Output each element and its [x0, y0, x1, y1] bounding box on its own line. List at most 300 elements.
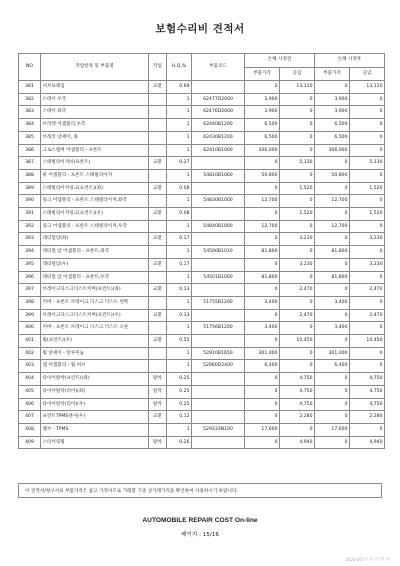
row-code	[192, 309, 245, 322]
row-qty: 0.13	[167, 309, 192, 322]
estimate-rows	[19, 81, 385, 449]
row-after-parts: 0	[315, 373, 350, 386]
row-qty: 0.27	[167, 157, 192, 170]
row-item: 휠(프런트)(우)	[41, 335, 149, 348]
table-row	[19, 131, 385, 144]
row-work	[149, 119, 167, 132]
row-work: 교환	[149, 258, 167, 271]
table-row	[19, 119, 385, 132]
table-row	[19, 81, 385, 94]
row-after-parts: 50,800	[315, 169, 350, 182]
row-item: 브래킷 앗세이, 좌	[41, 131, 149, 144]
row-before-labor: 2,470	[280, 309, 315, 322]
row-code: 54500B1010	[192, 246, 245, 259]
row-before-labor: 0	[280, 119, 315, 132]
row-qty: 1	[167, 296, 192, 309]
header-before-group: 손해 사정전	[245, 54, 315, 68]
row-item: 커버 - 프론트 브레이크 디스크 더스트 오른	[41, 322, 149, 335]
row-before-parts: 0	[245, 436, 280, 449]
row-before-parts: 301,000	[245, 347, 280, 360]
row-work: 교환	[149, 182, 167, 195]
row-no: 404	[19, 373, 41, 386]
row-before-parts: 81,800	[245, 271, 280, 284]
row-before-parts: 12,700	[245, 195, 280, 208]
row-after-parts: 0	[315, 233, 350, 246]
row-item: 스테이 우측	[41, 93, 149, 106]
table-row	[19, 169, 385, 182]
row-no: 390	[19, 195, 41, 208]
row-item: 스태빌라이저링크(프런트)(좌)	[41, 182, 149, 195]
row-code: 54840B1000	[192, 220, 245, 233]
row-before-labor: 0	[280, 296, 315, 309]
row-item: 타이어탈착(프런트)(좌)	[41, 373, 149, 386]
row-before-labor: 10,450	[280, 335, 315, 348]
row-qty: 1	[167, 246, 192, 259]
row-item: 스태빌라이저링크(프런트)(우)	[41, 208, 149, 221]
table-row	[19, 233, 385, 246]
page-number: 페이지 : 15/16	[181, 532, 219, 538]
row-work	[149, 93, 167, 106]
row-code: 54501B1000	[192, 271, 245, 284]
row-work: 탈착	[149, 385, 167, 398]
table-row	[19, 271, 385, 284]
row-after-parts: 3,400	[315, 322, 350, 335]
header-work: 작업	[149, 54, 167, 81]
row-after-parts: 81,800	[315, 246, 350, 259]
row-no: 384	[19, 119, 41, 132]
row-qty: 1	[167, 131, 192, 144]
row-before-labor: 13,110	[280, 81, 315, 94]
row-qty: 1	[167, 423, 192, 436]
row-work: 교환	[149, 208, 167, 221]
row-before-parts: 0	[245, 81, 280, 94]
row-no: 406	[19, 398, 41, 411]
row-no: 389	[19, 182, 41, 195]
table-row	[19, 398, 385, 411]
row-before-labor: 3,230	[280, 258, 315, 271]
row-qty: 1	[167, 271, 192, 284]
row-after-labor: 0	[350, 271, 385, 284]
row-after-parts: 3,400	[315, 296, 350, 309]
row-no: 409	[19, 436, 41, 449]
row-after-labor: 0	[350, 360, 385, 373]
row-after-parts: 306,000	[315, 144, 350, 157]
row-before-labor: 0	[280, 195, 315, 208]
row-before-parts: 0	[245, 398, 280, 411]
row-before-labor: 0	[280, 169, 315, 182]
row-work: 교환	[149, 157, 167, 170]
row-no: 383	[19, 106, 41, 119]
row-code: 62410B1000	[192, 144, 245, 157]
row-before-parts: 0	[245, 182, 280, 195]
row-code	[192, 208, 245, 221]
row-item: 휠 앗세이 - 알루미늄	[41, 347, 149, 360]
row-qty: 0.17	[167, 258, 192, 271]
row-before-labor: 0	[280, 347, 315, 360]
row-before-parts: 12,700	[245, 220, 280, 233]
table-row	[19, 144, 385, 157]
row-item: 래터럴 암 어셈블리 - 프론트,좌측	[41, 246, 149, 259]
row-item: 밸브 - TPMS	[41, 423, 149, 436]
row-no: 391	[19, 208, 41, 221]
row-before-labor: 0	[280, 93, 315, 106]
row-before-parts: 0	[245, 309, 280, 322]
row-after-parts: 0	[315, 335, 350, 348]
row-qty: 1	[167, 144, 192, 157]
row-before-parts: 0	[245, 411, 280, 424]
row-item: 래터럴암(좌)	[41, 233, 149, 246]
row-code: 51756B1200	[192, 322, 245, 335]
row-no: 393	[19, 233, 41, 246]
row-before-labor: 4,750	[280, 385, 315, 398]
row-after-labor: 0	[350, 195, 385, 208]
table-row	[19, 385, 385, 398]
row-after-parts: 0	[315, 81, 350, 94]
row-before-labor: 0	[280, 106, 315, 119]
row-item: 브레이크디스크더스트커버(프런트)(좌)	[41, 284, 149, 297]
row-work	[149, 195, 167, 208]
row-code	[192, 385, 245, 398]
row-before-labor: 0	[280, 131, 315, 144]
row-after-parts: 0	[315, 398, 350, 411]
row-before-parts: 3,400	[245, 296, 280, 309]
table-row	[19, 411, 385, 424]
row-no: 385	[19, 131, 41, 144]
print-timestamp: 2024-00-?? ?? ??:??:??	[345, 557, 390, 562]
row-item: 서브프레임	[41, 81, 149, 94]
row-after-labor: 4,750	[350, 385, 385, 398]
row-after-parts: 81,800	[315, 271, 350, 284]
table-row	[19, 284, 385, 297]
row-after-labor: 0	[350, 220, 385, 233]
row-before-labor: 1,520	[280, 182, 315, 195]
row-qty: 1	[167, 220, 192, 233]
row-qty: 0.13	[167, 284, 192, 297]
row-no: 396	[19, 271, 41, 284]
header-no: NO	[19, 54, 41, 81]
row-before-parts: 0	[245, 157, 280, 170]
row-before-labor: 2,470	[280, 284, 315, 297]
row-qty: 1	[167, 93, 192, 106]
row-after-parts: 0	[315, 411, 350, 424]
row-item: 커버 - 프론트 브레이크 디스크 더스트 왼쪽	[41, 296, 149, 309]
row-code	[192, 398, 245, 411]
row-after-labor: 13,110	[350, 81, 385, 94]
row-after-parts: 0	[315, 309, 350, 322]
row-no: 405	[19, 385, 41, 398]
header-before-labor: 공임	[280, 67, 315, 81]
row-after-parts: 0	[315, 284, 350, 297]
row-no: 397	[19, 284, 41, 297]
row-work: 교환	[149, 411, 167, 424]
row-code: 52960D2400	[192, 360, 245, 373]
row-item: 래터럴암(우)	[41, 258, 149, 271]
row-after-parts: 301,000	[315, 347, 350, 360]
row-after-parts: 12,700	[315, 195, 350, 208]
row-after-labor: 2,470	[350, 284, 385, 297]
row-code: 62440B1200	[192, 119, 245, 132]
row-after-parts: 0	[315, 157, 350, 170]
row-code	[192, 157, 245, 170]
header-after-group: 손해 사정후	[315, 54, 385, 68]
row-before-labor: 5,130	[280, 157, 315, 170]
row-work	[149, 322, 167, 335]
price-notice: 이 견적서/청구서의 부품가격은 참고 가격이므로 거래할 기준 상가래가격을 확인하여 사용하시기 바랍니다.	[18, 483, 382, 498]
row-after-parts: 0	[315, 258, 350, 271]
row-before-parts: 0	[245, 258, 280, 271]
row-before-parts: 0	[245, 284, 280, 297]
row-before-parts: 0	[245, 385, 280, 398]
row-qty: 0.25	[167, 398, 192, 411]
row-no: 388	[19, 169, 41, 182]
footer-title: AUTOMOBILE REPAIR COST On-line	[142, 517, 258, 524]
row-qty: 0.17	[167, 233, 192, 246]
row-code	[192, 258, 245, 271]
row-item: 링크 어셈블리 - 프론트 스태빌라이저,우측	[41, 220, 149, 233]
row-no: 395	[19, 258, 41, 271]
row-no: 392	[19, 220, 41, 233]
header-before-parts: 부품가격	[245, 67, 280, 81]
row-work	[149, 271, 167, 284]
row-after-labor: 0	[350, 119, 385, 132]
row-before-parts: 6,400	[245, 360, 280, 373]
header-qty: H,Q,%	[167, 54, 192, 81]
row-item: 프런트TPMS센서(우)	[41, 411, 149, 424]
row-before-labor: 0	[280, 271, 315, 284]
row-item: 타이어탈착(리어)(좌)	[41, 385, 149, 398]
row-code	[192, 436, 245, 449]
row-code: 62477D2000	[192, 93, 245, 106]
row-before-labor: 0	[280, 322, 315, 335]
row-item: 래터럴 암 어셈블리 - 프론트,우측	[41, 271, 149, 284]
table-row	[19, 436, 385, 449]
row-no: 401	[19, 335, 41, 348]
table-row	[19, 309, 385, 322]
row-code	[192, 373, 245, 386]
row-qty: 1	[167, 119, 192, 132]
row-after-labor: 0	[350, 169, 385, 182]
row-before-parts: 3,400	[245, 322, 280, 335]
table-row	[19, 360, 385, 373]
row-work: 교환	[149, 335, 167, 348]
row-qty: 0.08	[167, 182, 192, 195]
row-code: 62430B1200	[192, 131, 245, 144]
row-work: 교환	[149, 309, 167, 322]
row-qty: 0.25	[167, 385, 192, 398]
table-row	[19, 322, 385, 335]
row-after-labor: 3,230	[350, 258, 385, 271]
row-after-parts: 6,400	[315, 360, 350, 373]
row-before-parts: 0	[245, 335, 280, 348]
row-after-labor: 0	[350, 106, 385, 119]
row-after-labor: 0	[350, 322, 385, 335]
table-row	[19, 246, 385, 259]
row-after-parts: 0	[315, 436, 350, 449]
row-work: 탈착	[149, 398, 167, 411]
row-qty: 0.55	[167, 335, 192, 348]
row-item: 브레이크디스크더스트커버(프런트)(우)	[41, 309, 149, 322]
row-before-labor: 4,750	[280, 373, 315, 386]
row-after-labor: 4,940	[350, 436, 385, 449]
row-qty: 0.69	[167, 81, 192, 94]
row-after-labor: 4,750	[350, 398, 385, 411]
row-no: 387	[19, 157, 41, 170]
row-after-labor: 0	[350, 144, 385, 157]
row-before-parts: 81,800	[245, 246, 280, 259]
row-work: 탈착	[149, 436, 167, 449]
row-qty: 0.08	[167, 208, 192, 221]
row-work	[149, 131, 167, 144]
row-after-labor: 0	[350, 131, 385, 144]
row-before-parts: 306,000	[245, 144, 280, 157]
header-after-labor: 공임	[350, 67, 385, 81]
row-code: 54810B1060	[192, 169, 245, 182]
table-row	[19, 195, 385, 208]
row-before-labor: 4,940	[280, 436, 315, 449]
row-qty: 0.12	[167, 411, 192, 424]
row-qty: 1	[167, 360, 192, 373]
row-after-labor: 10,450	[350, 335, 385, 348]
row-after-parts: 6,500	[315, 131, 350, 144]
row-work	[149, 423, 167, 436]
row-no: 386	[19, 144, 41, 157]
row-code	[192, 411, 245, 424]
row-no: 408	[19, 423, 41, 436]
row-after-parts: 3,900	[315, 106, 350, 119]
table-row	[19, 157, 385, 170]
row-qty: 1	[167, 169, 192, 182]
row-code: 54830B1000	[192, 195, 245, 208]
row-item: 스테이 좌측	[41, 106, 149, 119]
row-before-parts: 0	[245, 373, 280, 386]
row-work	[149, 144, 167, 157]
row-code: 62476D2000	[192, 106, 245, 119]
row-work	[149, 246, 167, 259]
row-code: 529333N100	[192, 423, 245, 436]
row-work: 교환	[149, 284, 167, 297]
table-row	[19, 296, 385, 309]
header-item: 작업항목 및 부품명	[41, 54, 149, 81]
table-row	[19, 208, 385, 221]
row-before-parts: 6,500	[245, 131, 280, 144]
row-after-labor: 0	[350, 296, 385, 309]
row-before-labor: 1,520	[280, 208, 315, 221]
row-work	[149, 169, 167, 182]
row-after-labor: 0	[350, 246, 385, 259]
row-item: 바 어셈블리 - 프론트 스태빌라이저	[41, 169, 149, 182]
row-before-labor: 0	[280, 360, 315, 373]
row-no: 399	[19, 309, 41, 322]
row-qty: 0.25	[167, 373, 192, 386]
row-work	[149, 347, 167, 360]
row-qty: 0.26	[167, 436, 192, 449]
row-item: 캡 어셈블리 - 휠 허브	[41, 360, 149, 373]
row-no: 382	[19, 93, 41, 106]
table-row	[19, 258, 385, 271]
row-before-parts: 3,900	[245, 106, 280, 119]
row-before-labor: 0	[280, 144, 315, 157]
row-qty: 1	[167, 195, 192, 208]
table-row	[19, 423, 385, 436]
row-after-labor: 0	[350, 423, 385, 436]
row-after-labor: 1,520	[350, 208, 385, 221]
row-before-parts: 6,500	[245, 119, 280, 132]
document-title: 보험수리비 견적서	[155, 23, 245, 35]
row-code	[192, 284, 245, 297]
table-row	[19, 106, 385, 119]
row-before-labor: 0	[280, 246, 315, 259]
row-code: 52910B1650	[192, 347, 245, 360]
row-code	[192, 233, 245, 246]
header-after-parts: 부품가격	[315, 67, 350, 81]
row-work	[149, 360, 167, 373]
row-after-parts: 12,700	[315, 220, 350, 233]
row-before-labor: 2,280	[280, 411, 315, 424]
row-item: 브라켓 어셈블리,우측	[41, 119, 149, 132]
row-after-labor: 0	[350, 347, 385, 360]
table-row	[19, 182, 385, 195]
row-code	[192, 335, 245, 348]
row-before-labor: 0	[280, 220, 315, 233]
row-after-labor: 2,470	[350, 309, 385, 322]
row-after-labor: 5,130	[350, 157, 385, 170]
row-before-labor: 0	[280, 423, 315, 436]
row-no: 402	[19, 347, 41, 360]
table-row	[19, 335, 385, 348]
row-after-parts: 17,600	[315, 423, 350, 436]
row-no: 394	[19, 246, 41, 259]
row-no: 403	[19, 360, 41, 373]
row-before-parts: 17,600	[245, 423, 280, 436]
row-item: 타이어탈착(리어)(우)	[41, 398, 149, 411]
row-after-parts: 0	[315, 182, 350, 195]
row-code	[192, 182, 245, 195]
row-qty: 1	[167, 347, 192, 360]
row-before-parts: 0	[245, 208, 280, 221]
row-work	[149, 220, 167, 233]
estimate-table	[18, 53, 385, 449]
row-after-labor: 4,750	[350, 373, 385, 386]
row-item: 스태빌라이저바(프론트)	[41, 157, 149, 170]
row-no: 407	[19, 411, 41, 424]
row-after-labor: 0	[350, 93, 385, 106]
row-before-labor: 4,750	[280, 398, 315, 411]
row-after-parts: 0	[315, 385, 350, 398]
row-qty: 1	[167, 322, 192, 335]
row-work: 교환	[149, 233, 167, 246]
row-after-parts: 3,900	[315, 93, 350, 106]
row-item: 링크 어셈블리 - 프론트 스태빌라이저,좌측	[41, 195, 149, 208]
table-row	[19, 220, 385, 233]
row-after-labor: 3,230	[350, 233, 385, 246]
row-before-parts: 0	[245, 233, 280, 246]
header-code: 부품코드	[192, 54, 245, 81]
row-after-labor: 1,520	[350, 182, 385, 195]
table-row	[19, 373, 385, 386]
row-qty: 1	[167, 106, 192, 119]
row-before-parts: 3,900	[245, 93, 280, 106]
row-after-parts: 6,500	[315, 119, 350, 132]
row-before-parts: 50,800	[245, 169, 280, 182]
row-work: 교환	[149, 81, 167, 94]
row-work	[149, 106, 167, 119]
row-code	[192, 81, 245, 94]
row-work: 탈착	[149, 373, 167, 386]
row-code: 51755B1200	[192, 296, 245, 309]
row-before-labor: 3,230	[280, 233, 315, 246]
row-no: 381	[19, 81, 41, 94]
table-row	[19, 347, 385, 360]
